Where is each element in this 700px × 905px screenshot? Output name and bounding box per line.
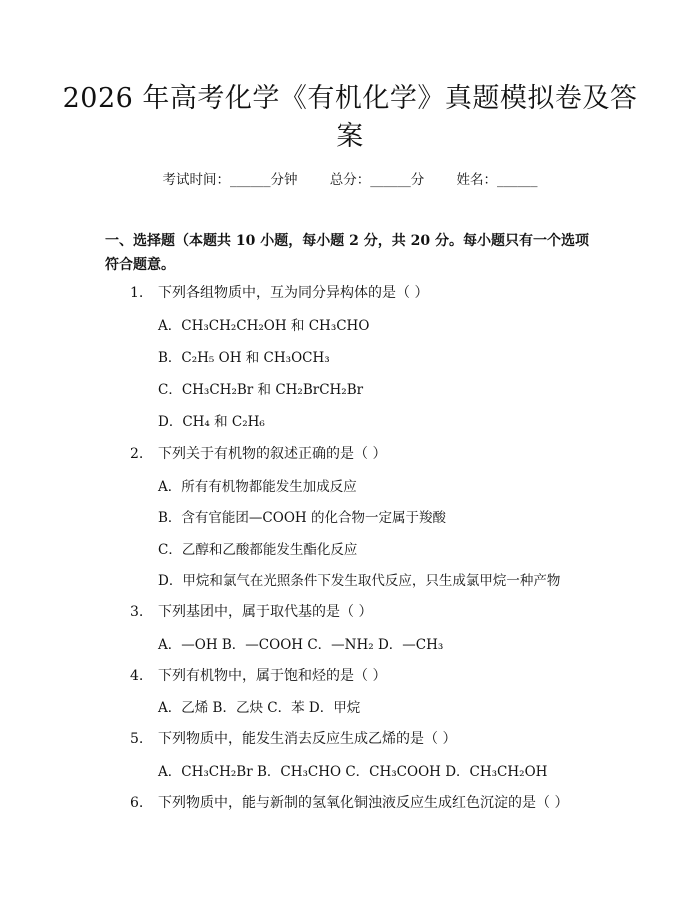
- question-number: 4.: [130, 668, 144, 684]
- question-number: 1.: [130, 285, 144, 301]
- question-stem: 下列基团中，属于取代基的是（ ）: [158, 604, 373, 620]
- option-2a: A．所有有机物都能发生加成反应: [158, 479, 357, 495]
- section-heading: 一、选择题（本题共 10 小题，每小题 2 分，共 20 分。每小题只有一个选项符合题意。: [105, 233, 589, 273]
- question-number: 3.: [130, 604, 144, 620]
- question-stem: 下列关于有机物的叙述正确的是（ ）: [158, 446, 387, 462]
- exam-time-field: 考试时间：______分钟: [162, 172, 298, 188]
- option-2c: C．乙醇和乙酸都能发生酯化反应: [158, 542, 358, 558]
- question-3: [130, 601, 372, 621]
- option-1c: C．CH₃CH₂Br 和 CH₂BrCH₂Br: [158, 382, 364, 398]
- total-score-field: 总分：______分: [329, 172, 425, 188]
- exam-meta: [0, 168, 700, 188]
- question-6: [130, 792, 568, 812]
- option-4-row: A．乙烯 B．乙炔 C．苯 D．甲烷: [158, 700, 361, 716]
- option-5-row: A．CH₃CH₂Br B．CH₃CHO C．CH₃COOH D．CH₃CH₂OH: [158, 764, 548, 780]
- option-1d: D．CH₄ 和 C₂H₆: [158, 414, 265, 430]
- question-2: [130, 443, 386, 463]
- option-1a: A．CH₃CH₂CH₂OH 和 CH₃CHO: [158, 318, 370, 334]
- question-stem: 下列各组物质中，互为同分异构体的是（ ）: [158, 285, 429, 301]
- option-2b: B．含有官能团—COOH 的化合物一定属于羧酸: [158, 510, 446, 526]
- question-4: [130, 665, 386, 685]
- question-number: 6.: [130, 795, 144, 811]
- exam-title: 2026 年高考化学《有机化学》真题模拟卷及答案: [62, 83, 638, 152]
- question-5: [130, 728, 456, 748]
- option-1b: B．C₂H₅ OH 和 CH₃OCH₃: [158, 350, 330, 366]
- student-name-field: 姓名：______: [456, 172, 538, 188]
- question-stem: 下列有机物中，属于饱和烃的是（ ）: [158, 668, 387, 684]
- question-1: [130, 282, 428, 302]
- question-stem: 下列物质中，能发生消去反应生成乙烯的是（ ）: [158, 731, 457, 747]
- question-stem: 下列物质中，能与新制的氢氧化铜浊液反应生成红色沉淀的是（ ）: [158, 795, 569, 811]
- option-3-row: A．—OH B．—COOH C．—NH₂ D．—CH₃: [158, 637, 444, 653]
- option-2d: D．甲烷和氯气在光照条件下发生取代反应，只生成氯甲烷一种产物: [158, 573, 561, 589]
- question-number: 5.: [130, 731, 144, 747]
- question-number: 2.: [130, 446, 144, 462]
